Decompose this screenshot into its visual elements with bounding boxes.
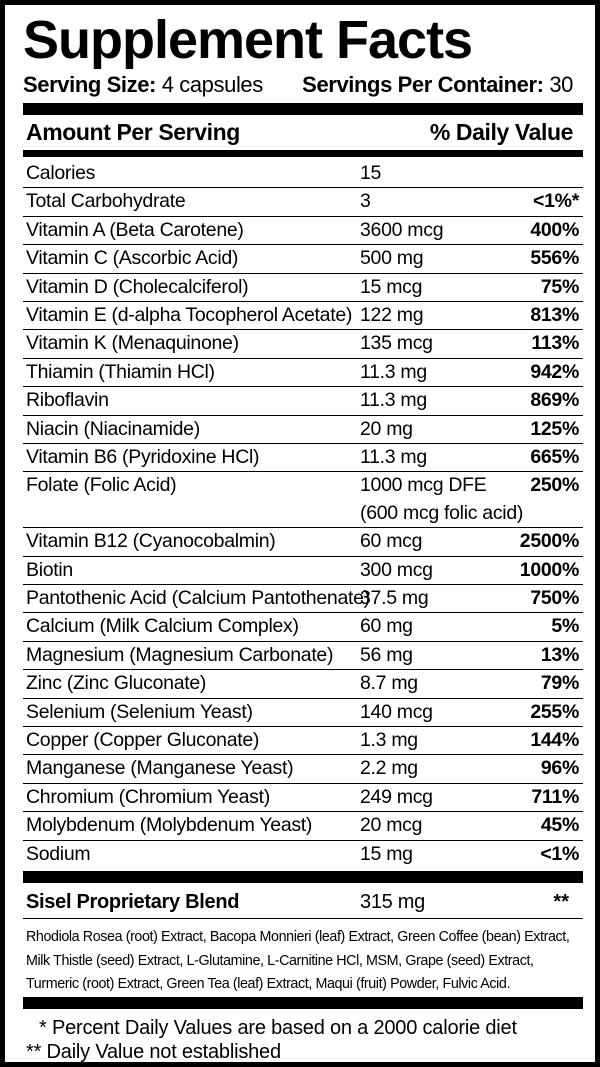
nutrient-row [23,330,583,358]
nutrient-name: Vitamin D (Cholecalciferol) [26,275,249,298]
nutrient-amount: 37.5 mg [360,587,429,609]
nutrient-row [23,274,583,302]
nutrient-row [23,160,583,188]
nutrient-name: Vitamin B12 (Cyanocobalmin) [26,530,276,553]
servings-per-container-label: Servings Per Container: [302,72,544,97]
nutrient-row [23,727,583,755]
nutrient-row [23,359,583,387]
nutrient-daily-value: 942% [530,360,579,383]
nutrient-amount: 11.3 mg [360,360,427,383]
nutrient-amount: 2.2 mg [360,757,418,780]
nutrient-daily-value: 96% [540,757,579,780]
footnote-not-established: ** Daily Value not established [26,1041,281,1063]
nutrient-amount: 20 mg [360,417,413,440]
nutrient-row [23,642,583,670]
nutrient-amount: 20 mcg [360,814,423,837]
nutrient-row [23,613,583,641]
nutrient-name: Folate (Folic Acid) [26,474,177,497]
nutrient-daily-value: 2500% [519,530,579,553]
nutrient-amount: 11.3 mg [360,389,427,412]
nutrient-name: Molybdenum (Molybdenum Yeast) [26,814,313,837]
nutrient-row [23,472,583,528]
blend-daily-value: ** [553,891,569,913]
nutrient-row [23,444,583,472]
nutrient-daily-value: 144% [530,729,579,751]
panel-title: Supplement Facts [23,10,473,70]
nutrient-name: Calcium (Milk Calcium Complex) [26,615,299,638]
nutrient-amount: 122 mg [360,304,424,326]
nutrient-amount: 1000 mcg DFE [360,474,487,497]
nutrient-row [23,302,583,330]
nutrient-daily-value: 813% [530,304,579,326]
thick-divider-middle [23,871,583,883]
footnote-percent: * Percent Daily Values are based on a 2000 calorie diet [39,1017,517,1039]
nutrient-row [23,188,583,216]
nutrient-row [23,387,583,415]
thick-divider-top [23,103,583,115]
nutrient-daily-value: 75% [540,275,579,298]
nutrient-amount: 300 mcg [360,558,433,581]
nutrient-daily-value: 45% [540,814,579,837]
nutrient-row [23,812,583,840]
nutrient-daily-value: 750% [530,587,579,609]
nutrient-name: Copper (Copper Gluconate) [26,729,260,751]
nutrient-daily-value: <1% [540,842,579,865]
nutrient-name: Chromium (Chromium Yeast) [26,785,270,808]
nutrient-daily-value: 113% [531,332,579,355]
nutrient-name: Niacin (Niacinamide) [26,417,200,440]
amount-per-serving-header: Amount Per Serving [26,119,240,145]
nutrient-row [23,217,583,245]
nutrient-name: Vitamin C (Ascorbic Acid) [26,247,239,270]
nutrient-name: Total Carbohydrate [26,190,186,213]
blend-name: Sisel Proprietary Blend [26,891,240,913]
nutrient-row [23,784,583,812]
nutrient-daily-value: 13% [540,643,579,666]
nutrient-amount: 500 mg [360,247,424,270]
blend-amount: 315 mg [360,891,425,913]
nutrient-daily-value: 250% [530,474,579,497]
nutrient-amount: 3600 mcg [360,218,444,241]
nutrient-name: Vitamin K (Menaquinone) [26,332,239,355]
serving-size-label: Serving Size: [23,72,156,97]
medium-divider [23,150,583,157]
serving-size [23,71,263,99]
servings-per-container [302,71,573,99]
nutrient-daily-value: 711% [531,785,579,808]
nutrient-row [23,528,583,556]
nutrient-name: Manganese (Manganese Yeast) [26,757,294,780]
nutrient-name: Vitamin A (Beta Carotene) [26,218,244,241]
nutrient-amount: 56 mg [360,643,413,666]
nutrient-name: Thiamin (Thiamin HCl) [26,360,215,383]
nutrient-amount-note: (600 mcg folic acid) [360,502,524,525]
nutrient-name: Vitamin B6 (Pyridoxine HCl) [26,446,260,468]
nutrient-amount: 140 mcg [360,700,433,723]
nutrient-daily-value: 556% [530,247,579,270]
nutrient-amount: 15 mcg [360,275,423,298]
nutrient-name: Riboflavin [26,389,109,412]
nutrient-name: Biotin [26,558,73,581]
nutrient-daily-value: 869% [530,389,579,412]
nutrient-daily-value: 400% [530,218,579,241]
nutrient-name: Sodium [26,842,91,865]
nutrient-daily-value: 1000% [519,558,579,581]
nutrient-name: Selenium (Selenium Yeast) [26,700,253,723]
blend-divider [23,918,583,919]
nutrient-name: Calories [26,162,96,184]
nutrient-daily-value: 255% [530,700,579,723]
nutrient-row [23,585,583,613]
nutrient-row [23,670,583,698]
nutrient-amount: 60 mcg [360,530,423,553]
ingredients-line: Milk Thistle (seed) Extract, L-Glutamine, L-Carnitine HCl, MSM, Grape (seed) Extract, [26,952,534,969]
nutrient-row [23,416,583,444]
servings-per-container-value: 30 [549,72,573,97]
nutrient-amount: 1.3 mg [360,729,418,751]
nutrient-daily-value: 665% [530,446,579,468]
blend-ingredients [26,926,586,997]
nutrient-amount: 15 [360,162,382,184]
nutrient-row [23,755,583,783]
nutrient-name: Pantothenic Acid (Calcium Pantothenate) [26,587,370,609]
ingredients-line: Rhodiola Rosea (root) Extract, Bacopa Monnieri (leaf) Extract, Green Coffee (bean) Extract, [26,929,570,945]
thick-divider-bottom [23,997,583,1009]
nutrient-row [23,699,583,727]
nutrient-row [23,841,583,869]
nutrient-amount: 11.3 mg [360,446,427,468]
nutrient-amount: 249 mcg [360,785,433,808]
daily-value-header: % Daily Value [429,119,573,145]
nutrient-amount: 60 mg [360,615,413,638]
nutrient-name: Magnesium (Magnesium Carbonate) [26,643,334,666]
nutrient-row [23,557,583,585]
nutrient-daily-value: 5% [551,615,579,638]
nutrient-row [23,245,583,273]
nutrient-amount: 8.7 mg [360,672,418,695]
nutrient-name: Vitamin E (d-alpha Tocopherol Acetate) [26,304,353,326]
nutrient-amount: 135 mcg [360,332,433,355]
nutrient-daily-value: <1%* [533,190,579,213]
nutrient-daily-value: 79% [540,672,579,695]
ingredients-line: Turmeric (root) Extract, Green Tea (leaf) Extract, Maqui (fruit) Powder, Fulvic Acid. [26,976,511,992]
nutrient-name: Zinc (Zinc Gluconate) [26,672,207,695]
nutrient-amount: 3 [360,190,371,213]
nutrient-amount: 15 mg [360,842,413,865]
nutrient-daily-value: 125% [530,417,579,440]
serving-size-value: 4 capsules [161,72,263,97]
